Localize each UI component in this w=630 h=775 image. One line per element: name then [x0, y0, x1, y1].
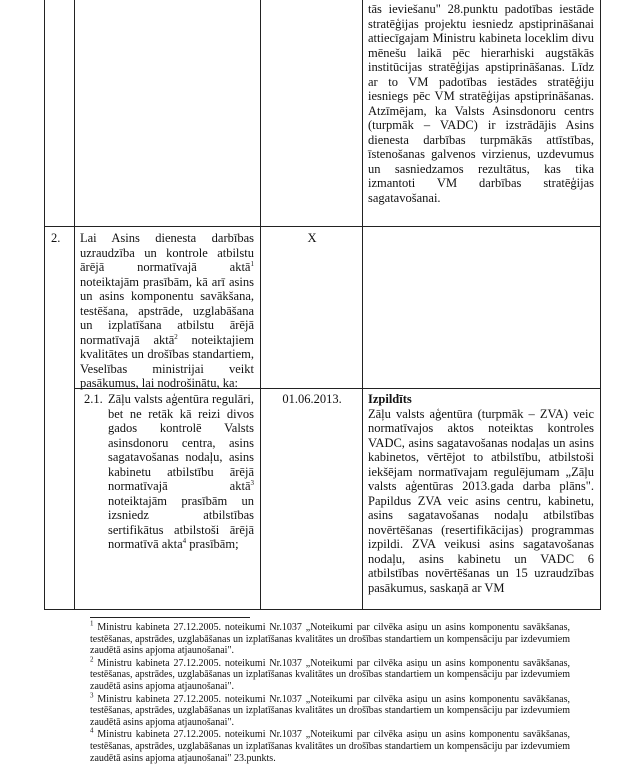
footnote-3-mark: 3 [90, 691, 94, 700]
footnote-ref-4: 4 [182, 536, 187, 545]
row3-text-part-b: noteiktajām prasībām un izsniedz atbilstības sertifikātus atbilstoši ārējā normatīvā akta [108, 493, 254, 551]
footnotes [90, 619, 570, 765]
footnote-1 [90, 619, 570, 657]
row3-text-part-c: prasībām; [186, 537, 239, 551]
table-divider-col1 [74, 0, 75, 610]
footnote-2-text: Ministru kabineta 27.12.2005. noteikumi Nr.1037 „Noteikumi par cilvēka asiņu un asins komponentu savākšanas, testēšanas, apstrādes, uzglabāšanas un izplatīšanas kvalitātes un drošības standartiem un kompensāciju par izdevumiem zaudētā asins apjoma atjaunošanai". [90, 657, 570, 692]
row1-status-paragraph: tās ieviešanu" 28.punktu padotības iestāde stratēģijas projektu iesniedz apstiprināšanai attiecīgajam Ministru kabineta loceklim divu mēnešu laikā pēc hierarhiski augstākās institūcijas stratēģijas apstiprināšanas. Līdz ar to VM padotības iestādes stratēģiju iesniegs pēc VM stratēģijas apstiprināšanas. Atzīmējam, ka Valsts Asinsdonoru centrs (turpmāk – VADC) ir izstrādājis Asins dienesta darbības turpmākās attīstības, īstenošanas galvenos virzienus, uzdevumus un sasniedzamos rezultātus, kas tika izmantoti VM darbības stratēģijas sagatavošanai. [368, 2, 594, 205]
footnote-separator [90, 617, 250, 618]
footnote-2 [90, 655, 570, 693]
row2-recommendation-text [80, 231, 254, 391]
table-border-right [600, 0, 601, 610]
footnote-2-mark: 2 [90, 655, 94, 664]
footnote-3-text: Ministru kabineta 27.12.2005. noteikumi Nr.1037 „Noteikumi par cilvēka asiņu un asins komponentu savākšanas, testēšanas, apstrādes, uzglabāšanas un izplatīšanas kvalitātes un drošības standartiem un kompensāciju par izdevumiem zaudētā asins apjoma atjaunošanai". [90, 693, 570, 728]
table-divider-col2 [260, 0, 261, 610]
row3-text-part-a: Zāļu valsts aģentūra regulāri, bet ne retāk kā reizi divos gados kontrolē Valsts asinsdonoru centra, asins sagatavošanas nodaļu, asins kabinetu atbilstību ārējā normatīvajā aktā [108, 392, 254, 493]
row2-text-part-c: noteiktajiem kvalitātes un drošības standartiem, Veselības ministrijai veikt pasākumus, lai nodrošinātu, ka: [80, 332, 254, 390]
table-bottom-border [44, 609, 601, 610]
footnote-4-mark: 4 [90, 727, 94, 736]
row3-status-paragraph: Zāļu valsts aģentūra (turpmāk – ZVA) veic normatīvajos aktos noteiktas kontroles VADC, asins sagatavošanas nodaļas un asins kabinetos, vērtējot to atbilstību, atbilstoši iekšējam normatīvajam regulējumam „Zāļu valsts aģentūras 2013.gada darba plāns". Papildus ZVA veic asins centru, kabinetu, asins sagatavošanas nodaļu atbilstības novērtēšanas (resertifikācijas) programmas izpildi. ZVA veikusi asins sagatavošanas nodaļu, asins kabinetu un VADC 6 atbilstības novērtēšanas un 15 uzraudzības pasākumus, saskaņā ar VM [368, 406, 594, 595]
table-divider-col3 [362, 0, 363, 610]
row3-number: 2.1. [84, 392, 103, 406]
row-divider-1 [44, 226, 601, 227]
row2-recommendation-paragraph [80, 231, 254, 391]
footnote-ref-3: 3 [250, 478, 254, 487]
row2-text-part-a: Lai Asins dienesta darbības uzraudzība un kontrole atbilstu ārējā normatīvajā aktā [80, 231, 254, 274]
footnote-4-text: Ministru kabineta 27.12.2005. noteikumi Nr.1037 „Noteikumi par cilvēka asiņu un asins komponentu savākšanas, testēšanas, apstrādes, uzglabāšanas un izplatīšanas kvalitātes un drošības standartiem un kompensāciju par izdevumiem zaudētā asins apjoma atjaunošanai" 23.punkts. [90, 729, 570, 764]
row2-mark: X [307, 231, 317, 245]
table-border-left [44, 0, 45, 610]
row1-status-text [368, 2, 594, 205]
row3-status-label: Izpildīts [368, 392, 412, 406]
footnote-1-text: Ministru kabineta 27.12.2005. noteikumi Nr.1037 „Noteikumi par cilvēka asiņu un asins komponentu savākšanas, testēšanas, apstrādes, uzglabāšanas un izplatīšanas kvalitātes un drošības standartiem un kompensāciju par izdevumiem zaudētā asins apjoma atjaunošanai". [90, 622, 570, 657]
row2-text-part-b: noteiktajām prasībām, kā arī asins un asins komponentu savākšana, testēšana, apstrāde, uzglabāšana un izplatīšana atbilstu ārējā normatīvajā aktā [80, 274, 254, 347]
footnote-4 [90, 729, 570, 764]
row3-recommendation-text [108, 392, 254, 552]
row2-number: 2. [51, 231, 61, 245]
row3-date: 01.06.2013. [282, 392, 342, 406]
row3-status-cell [368, 392, 594, 595]
footnote-1-mark: 1 [90, 619, 94, 628]
row3-recommendation-paragraph [108, 392, 254, 552]
footnote-3 [90, 691, 570, 729]
footnote-ref-2: 2 [174, 332, 178, 341]
footnote-ref-1: 1 [250, 259, 254, 268]
